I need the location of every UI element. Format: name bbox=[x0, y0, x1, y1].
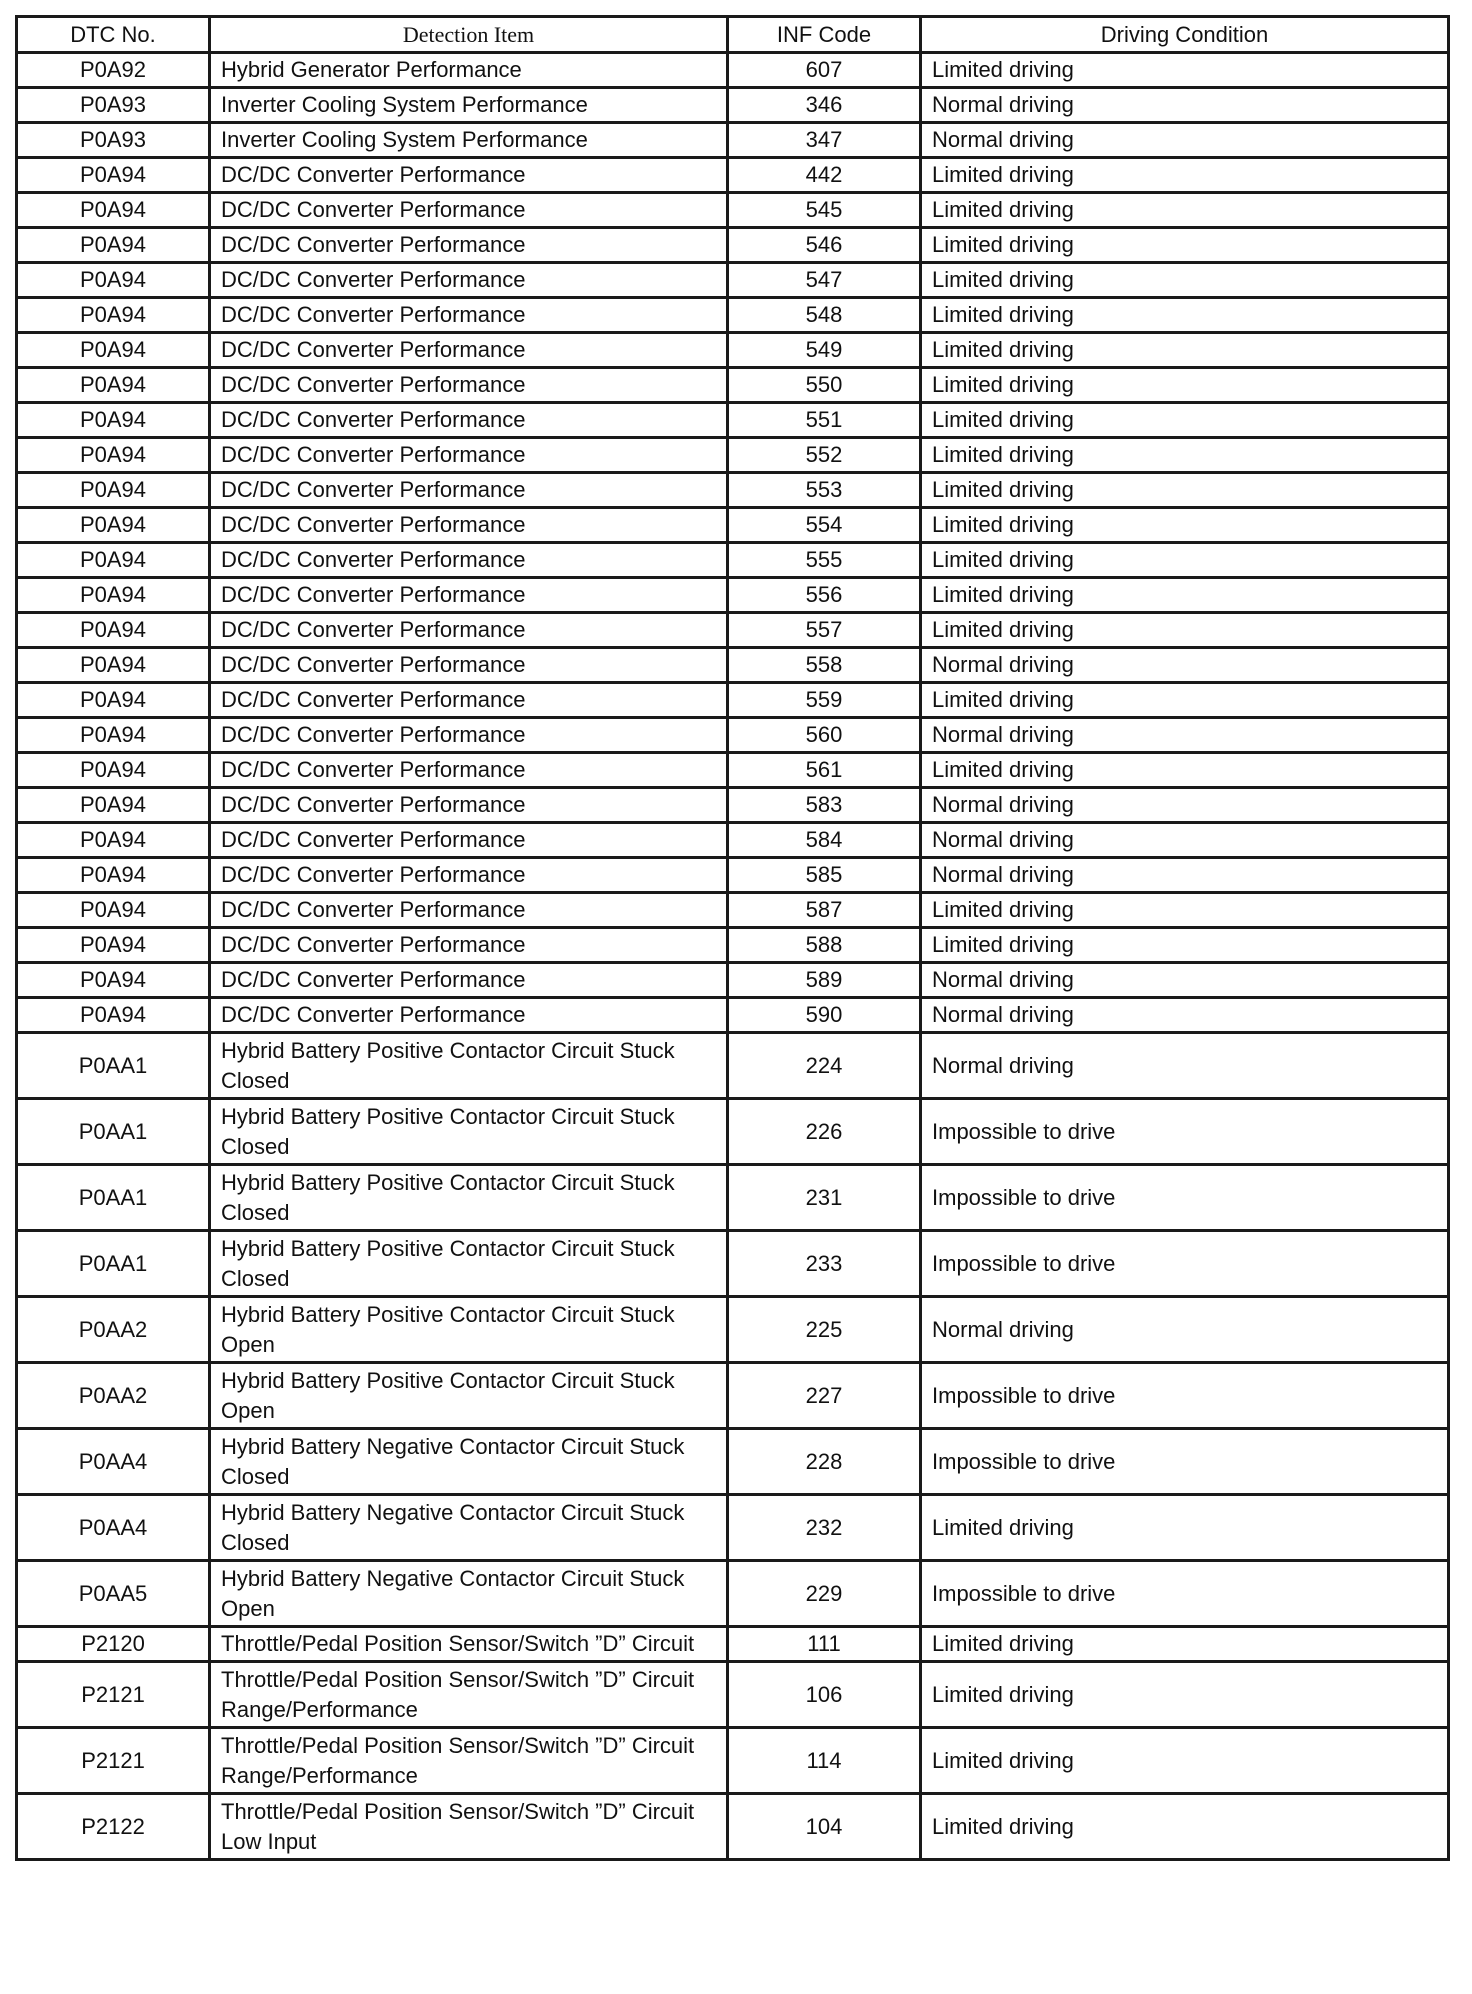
cell-dtc-no: P0A94 bbox=[17, 403, 210, 438]
cell-inf-code: 545 bbox=[728, 193, 921, 228]
cell-inf-code: 347 bbox=[728, 123, 921, 158]
cell-detection-item: Inverter Cooling System Performance bbox=[210, 88, 728, 123]
cell-inf-code: 232 bbox=[728, 1495, 921, 1561]
cell-detection-item: DC/DC Converter Performance bbox=[210, 753, 728, 788]
cell-dtc-no: P0A94 bbox=[17, 508, 210, 543]
cell-dtc-no: P0A94 bbox=[17, 158, 210, 193]
cell-dtc-no: P2121 bbox=[17, 1728, 210, 1794]
cell-dtc-no: P0AA5 bbox=[17, 1561, 210, 1627]
cell-dtc-no: P0A94 bbox=[17, 333, 210, 368]
cell-dtc-no: P0A94 bbox=[17, 753, 210, 788]
cell-detection-item: DC/DC Converter Performance bbox=[210, 788, 728, 823]
table-row bbox=[17, 1429, 1449, 1495]
cell-inf-code: 585 bbox=[728, 858, 921, 893]
table-row bbox=[17, 753, 1449, 788]
cell-inf-code: 114 bbox=[728, 1728, 921, 1794]
cell-inf-code: 558 bbox=[728, 648, 921, 683]
cell-dtc-no: P2122 bbox=[17, 1794, 210, 1860]
table-row bbox=[17, 158, 1449, 193]
cell-dtc-no: P0AA1 bbox=[17, 1231, 210, 1297]
cell-driving-condition: Limited driving bbox=[921, 1495, 1449, 1561]
cell-detection-item: Hybrid Battery Positive Contactor Circuit Stuck Closed bbox=[210, 1099, 728, 1165]
cell-inf-code: 557 bbox=[728, 613, 921, 648]
cell-detection-item: DC/DC Converter Performance bbox=[210, 578, 728, 613]
table-row bbox=[17, 473, 1449, 508]
cell-driving-condition: Impossible to drive bbox=[921, 1099, 1449, 1165]
cell-inf-code: 551 bbox=[728, 403, 921, 438]
cell-inf-code: 233 bbox=[728, 1231, 921, 1297]
cell-dtc-no: P2121 bbox=[17, 1662, 210, 1728]
cell-inf-code: 228 bbox=[728, 1429, 921, 1495]
cell-dtc-no: P0A94 bbox=[17, 683, 210, 718]
cell-detection-item: DC/DC Converter Performance bbox=[210, 893, 728, 928]
cell-inf-code: 442 bbox=[728, 158, 921, 193]
cell-detection-item: DC/DC Converter Performance bbox=[210, 333, 728, 368]
cell-inf-code: 590 bbox=[728, 998, 921, 1033]
cell-inf-code: 231 bbox=[728, 1165, 921, 1231]
table-row bbox=[17, 88, 1449, 123]
cell-inf-code: 546 bbox=[728, 228, 921, 263]
cell-inf-code: 583 bbox=[728, 788, 921, 823]
cell-inf-code: 225 bbox=[728, 1297, 921, 1363]
cell-driving-condition: Normal driving bbox=[921, 1033, 1449, 1099]
cell-detection-item: DC/DC Converter Performance bbox=[210, 228, 728, 263]
cell-detection-item: DC/DC Converter Performance bbox=[210, 998, 728, 1033]
table-row bbox=[17, 263, 1449, 298]
cell-driving-condition: Normal driving bbox=[921, 998, 1449, 1033]
table-row bbox=[17, 403, 1449, 438]
cell-inf-code: 229 bbox=[728, 1561, 921, 1627]
cell-inf-code: 227 bbox=[728, 1363, 921, 1429]
table-row bbox=[17, 858, 1449, 893]
header-dtc-no: DTC No. bbox=[17, 17, 210, 53]
table-row bbox=[17, 508, 1449, 543]
cell-dtc-no: P0A93 bbox=[17, 123, 210, 158]
cell-driving-condition: Limited driving bbox=[921, 1662, 1449, 1728]
cell-detection-item: DC/DC Converter Performance bbox=[210, 718, 728, 753]
cell-dtc-no: P0A94 bbox=[17, 613, 210, 648]
table-row bbox=[17, 193, 1449, 228]
table-row bbox=[17, 578, 1449, 613]
cell-dtc-no: P0A94 bbox=[17, 578, 210, 613]
table-row bbox=[17, 928, 1449, 963]
cell-detection-item: DC/DC Converter Performance bbox=[210, 193, 728, 228]
cell-driving-condition: Limited driving bbox=[921, 333, 1449, 368]
cell-detection-item: DC/DC Converter Performance bbox=[210, 613, 728, 648]
cell-inf-code: 552 bbox=[728, 438, 921, 473]
cell-detection-item: DC/DC Converter Performance bbox=[210, 963, 728, 998]
cell-dtc-no: P0A94 bbox=[17, 368, 210, 403]
cell-detection-item: DC/DC Converter Performance bbox=[210, 928, 728, 963]
cell-detection-item: Inverter Cooling System Performance bbox=[210, 123, 728, 158]
cell-detection-item: Hybrid Generator Performance bbox=[210, 53, 728, 88]
cell-inf-code: 346 bbox=[728, 88, 921, 123]
cell-dtc-no: P0A93 bbox=[17, 88, 210, 123]
table-row bbox=[17, 998, 1449, 1033]
table-row bbox=[17, 1297, 1449, 1363]
table-row bbox=[17, 963, 1449, 998]
cell-driving-condition: Limited driving bbox=[921, 683, 1449, 718]
cell-driving-condition: Limited driving bbox=[921, 1728, 1449, 1794]
table-row bbox=[17, 1627, 1449, 1662]
cell-dtc-no: P2120 bbox=[17, 1627, 210, 1662]
cell-inf-code: 548 bbox=[728, 298, 921, 333]
cell-driving-condition: Impossible to drive bbox=[921, 1165, 1449, 1231]
cell-dtc-no: P0A94 bbox=[17, 963, 210, 998]
header-detection-item: Detection Item bbox=[210, 17, 728, 53]
cell-driving-condition: Limited driving bbox=[921, 1627, 1449, 1662]
cell-driving-condition: Impossible to drive bbox=[921, 1429, 1449, 1495]
cell-detection-item: DC/DC Converter Performance bbox=[210, 403, 728, 438]
cell-driving-condition: Limited driving bbox=[921, 613, 1449, 648]
cell-inf-code: 589 bbox=[728, 963, 921, 998]
cell-detection-item: DC/DC Converter Performance bbox=[210, 543, 728, 578]
cell-driving-condition: Normal driving bbox=[921, 788, 1449, 823]
table-row bbox=[17, 893, 1449, 928]
table-row bbox=[17, 333, 1449, 368]
cell-driving-condition: Limited driving bbox=[921, 893, 1449, 928]
cell-driving-condition: Normal driving bbox=[921, 963, 1449, 998]
cell-dtc-no: P0A94 bbox=[17, 438, 210, 473]
table-row bbox=[17, 1794, 1449, 1860]
cell-driving-condition: Limited driving bbox=[921, 473, 1449, 508]
cell-driving-condition: Impossible to drive bbox=[921, 1561, 1449, 1627]
cell-dtc-no: P0A94 bbox=[17, 648, 210, 683]
cell-dtc-no: P0AA1 bbox=[17, 1165, 210, 1231]
table-row bbox=[17, 438, 1449, 473]
cell-driving-condition: Normal driving bbox=[921, 88, 1449, 123]
cell-driving-condition: Limited driving bbox=[921, 438, 1449, 473]
cell-driving-condition: Limited driving bbox=[921, 193, 1449, 228]
cell-inf-code: 549 bbox=[728, 333, 921, 368]
cell-driving-condition: Limited driving bbox=[921, 53, 1449, 88]
cell-dtc-no: P0A94 bbox=[17, 193, 210, 228]
cell-dtc-no: P0A94 bbox=[17, 543, 210, 578]
table-row bbox=[17, 788, 1449, 823]
cell-dtc-no: P0A94 bbox=[17, 788, 210, 823]
cell-dtc-no: P0AA4 bbox=[17, 1495, 210, 1561]
cell-inf-code: 555 bbox=[728, 543, 921, 578]
cell-driving-condition: Normal driving bbox=[921, 718, 1449, 753]
cell-driving-condition: Limited driving bbox=[921, 578, 1449, 613]
cell-driving-condition: Limited driving bbox=[921, 403, 1449, 438]
cell-inf-code: 226 bbox=[728, 1099, 921, 1165]
cell-dtc-no: P0A94 bbox=[17, 718, 210, 753]
cell-dtc-no: P0AA1 bbox=[17, 1033, 210, 1099]
table-row bbox=[17, 613, 1449, 648]
cell-inf-code: 607 bbox=[728, 53, 921, 88]
cell-detection-item: Throttle/Pedal Position Sensor/Switch ”D” Circuit Range/Performance bbox=[210, 1662, 728, 1728]
cell-driving-condition: Limited driving bbox=[921, 158, 1449, 193]
cell-dtc-no: P0A94 bbox=[17, 893, 210, 928]
cell-inf-code: 554 bbox=[728, 508, 921, 543]
cell-detection-item: Hybrid Battery Negative Contactor Circuit Stuck Open bbox=[210, 1561, 728, 1627]
cell-detection-item: Hybrid Battery Positive Contactor Circuit Stuck Closed bbox=[210, 1231, 728, 1297]
cell-dtc-no: P0A94 bbox=[17, 298, 210, 333]
cell-inf-code: 587 bbox=[728, 893, 921, 928]
cell-driving-condition: Limited driving bbox=[921, 298, 1449, 333]
cell-driving-condition: Limited driving bbox=[921, 228, 1449, 263]
cell-inf-code: 584 bbox=[728, 823, 921, 858]
table-row bbox=[17, 53, 1449, 88]
cell-driving-condition: Limited driving bbox=[921, 928, 1449, 963]
table-row bbox=[17, 298, 1449, 333]
table-row bbox=[17, 543, 1449, 578]
cell-inf-code: 559 bbox=[728, 683, 921, 718]
cell-detection-item: DC/DC Converter Performance bbox=[210, 368, 728, 403]
cell-driving-condition: Impossible to drive bbox=[921, 1363, 1449, 1429]
cell-detection-item: DC/DC Converter Performance bbox=[210, 263, 728, 298]
table-row bbox=[17, 1495, 1449, 1561]
cell-inf-code: 550 bbox=[728, 368, 921, 403]
cell-dtc-no: P0A94 bbox=[17, 858, 210, 893]
cell-driving-condition: Limited driving bbox=[921, 508, 1449, 543]
cell-detection-item: Hybrid Battery Positive Contactor Circuit Stuck Open bbox=[210, 1297, 728, 1363]
dtc-table bbox=[15, 15, 1450, 1861]
cell-driving-condition: Limited driving bbox=[921, 543, 1449, 578]
cell-detection-item: DC/DC Converter Performance bbox=[210, 823, 728, 858]
cell-dtc-no: P0AA1 bbox=[17, 1099, 210, 1165]
cell-driving-condition: Normal driving bbox=[921, 858, 1449, 893]
cell-detection-item: DC/DC Converter Performance bbox=[210, 683, 728, 718]
table-row bbox=[17, 1165, 1449, 1231]
cell-dtc-no: P0AA2 bbox=[17, 1297, 210, 1363]
cell-inf-code: 588 bbox=[728, 928, 921, 963]
table-row bbox=[17, 823, 1449, 858]
cell-detection-item: Throttle/Pedal Position Sensor/Switch ”D” Circuit bbox=[210, 1627, 728, 1662]
cell-dtc-no: P0A94 bbox=[17, 998, 210, 1033]
table-row bbox=[17, 1099, 1449, 1165]
table-row bbox=[17, 123, 1449, 158]
cell-dtc-no: P0A94 bbox=[17, 228, 210, 263]
cell-detection-item: DC/DC Converter Performance bbox=[210, 473, 728, 508]
cell-inf-code: 556 bbox=[728, 578, 921, 613]
cell-detection-item: Hybrid Battery Positive Contactor Circuit Stuck Closed bbox=[210, 1165, 728, 1231]
cell-driving-condition: Normal driving bbox=[921, 648, 1449, 683]
cell-inf-code: 104 bbox=[728, 1794, 921, 1860]
table-row bbox=[17, 1033, 1449, 1099]
cell-inf-code: 560 bbox=[728, 718, 921, 753]
cell-dtc-no: P0A94 bbox=[17, 263, 210, 298]
cell-dtc-no: P0A94 bbox=[17, 823, 210, 858]
table-row bbox=[17, 1561, 1449, 1627]
cell-detection-item: DC/DC Converter Performance bbox=[210, 158, 728, 193]
cell-dtc-no: P0A94 bbox=[17, 928, 210, 963]
cell-detection-item: DC/DC Converter Performance bbox=[210, 648, 728, 683]
cell-inf-code: 553 bbox=[728, 473, 921, 508]
table-row bbox=[17, 368, 1449, 403]
header-inf-code: INF Code bbox=[728, 17, 921, 53]
cell-driving-condition: Limited driving bbox=[921, 263, 1449, 298]
cell-driving-condition: Limited driving bbox=[921, 753, 1449, 788]
cell-inf-code: 106 bbox=[728, 1662, 921, 1728]
cell-detection-item: DC/DC Converter Performance bbox=[210, 508, 728, 543]
cell-inf-code: 224 bbox=[728, 1033, 921, 1099]
cell-driving-condition: Impossible to drive bbox=[921, 1231, 1449, 1297]
cell-driving-condition: Normal driving bbox=[921, 1297, 1449, 1363]
cell-inf-code: 561 bbox=[728, 753, 921, 788]
cell-dtc-no: P0A94 bbox=[17, 473, 210, 508]
table-row bbox=[17, 1363, 1449, 1429]
cell-dtc-no: P0AA4 bbox=[17, 1429, 210, 1495]
table-row bbox=[17, 1231, 1449, 1297]
cell-detection-item: Hybrid Battery Negative Contactor Circuit Stuck Closed bbox=[210, 1429, 728, 1495]
table-body bbox=[17, 53, 1449, 1860]
cell-dtc-no: P0A92 bbox=[17, 53, 210, 88]
table-row bbox=[17, 718, 1449, 753]
table-row bbox=[17, 228, 1449, 263]
table-row bbox=[17, 648, 1449, 683]
header-row bbox=[17, 17, 1449, 53]
cell-detection-item: DC/DC Converter Performance bbox=[210, 438, 728, 473]
cell-detection-item: Throttle/Pedal Position Sensor/Switch ”D” Circuit Low Input bbox=[210, 1794, 728, 1860]
cell-driving-condition: Limited driving bbox=[921, 1794, 1449, 1860]
table-row bbox=[17, 683, 1449, 718]
cell-detection-item: Hybrid Battery Negative Contactor Circuit Stuck Closed bbox=[210, 1495, 728, 1561]
cell-detection-item: Hybrid Battery Positive Contactor Circuit Stuck Closed bbox=[210, 1033, 728, 1099]
cell-detection-item: Hybrid Battery Positive Contactor Circuit Stuck Open bbox=[210, 1363, 728, 1429]
cell-driving-condition: Limited driving bbox=[921, 368, 1449, 403]
table-row bbox=[17, 1662, 1449, 1728]
cell-inf-code: 547 bbox=[728, 263, 921, 298]
cell-detection-item: DC/DC Converter Performance bbox=[210, 858, 728, 893]
table-row bbox=[17, 1728, 1449, 1794]
cell-inf-code: 111 bbox=[728, 1627, 921, 1662]
cell-dtc-no: P0AA2 bbox=[17, 1363, 210, 1429]
cell-detection-item: Throttle/Pedal Position Sensor/Switch ”D” Circuit Range/Performance bbox=[210, 1728, 728, 1794]
cell-detection-item: DC/DC Converter Performance bbox=[210, 298, 728, 333]
cell-driving-condition: Normal driving bbox=[921, 123, 1449, 158]
cell-driving-condition: Normal driving bbox=[921, 823, 1449, 858]
header-driving-condition: Driving Condition bbox=[921, 17, 1449, 53]
